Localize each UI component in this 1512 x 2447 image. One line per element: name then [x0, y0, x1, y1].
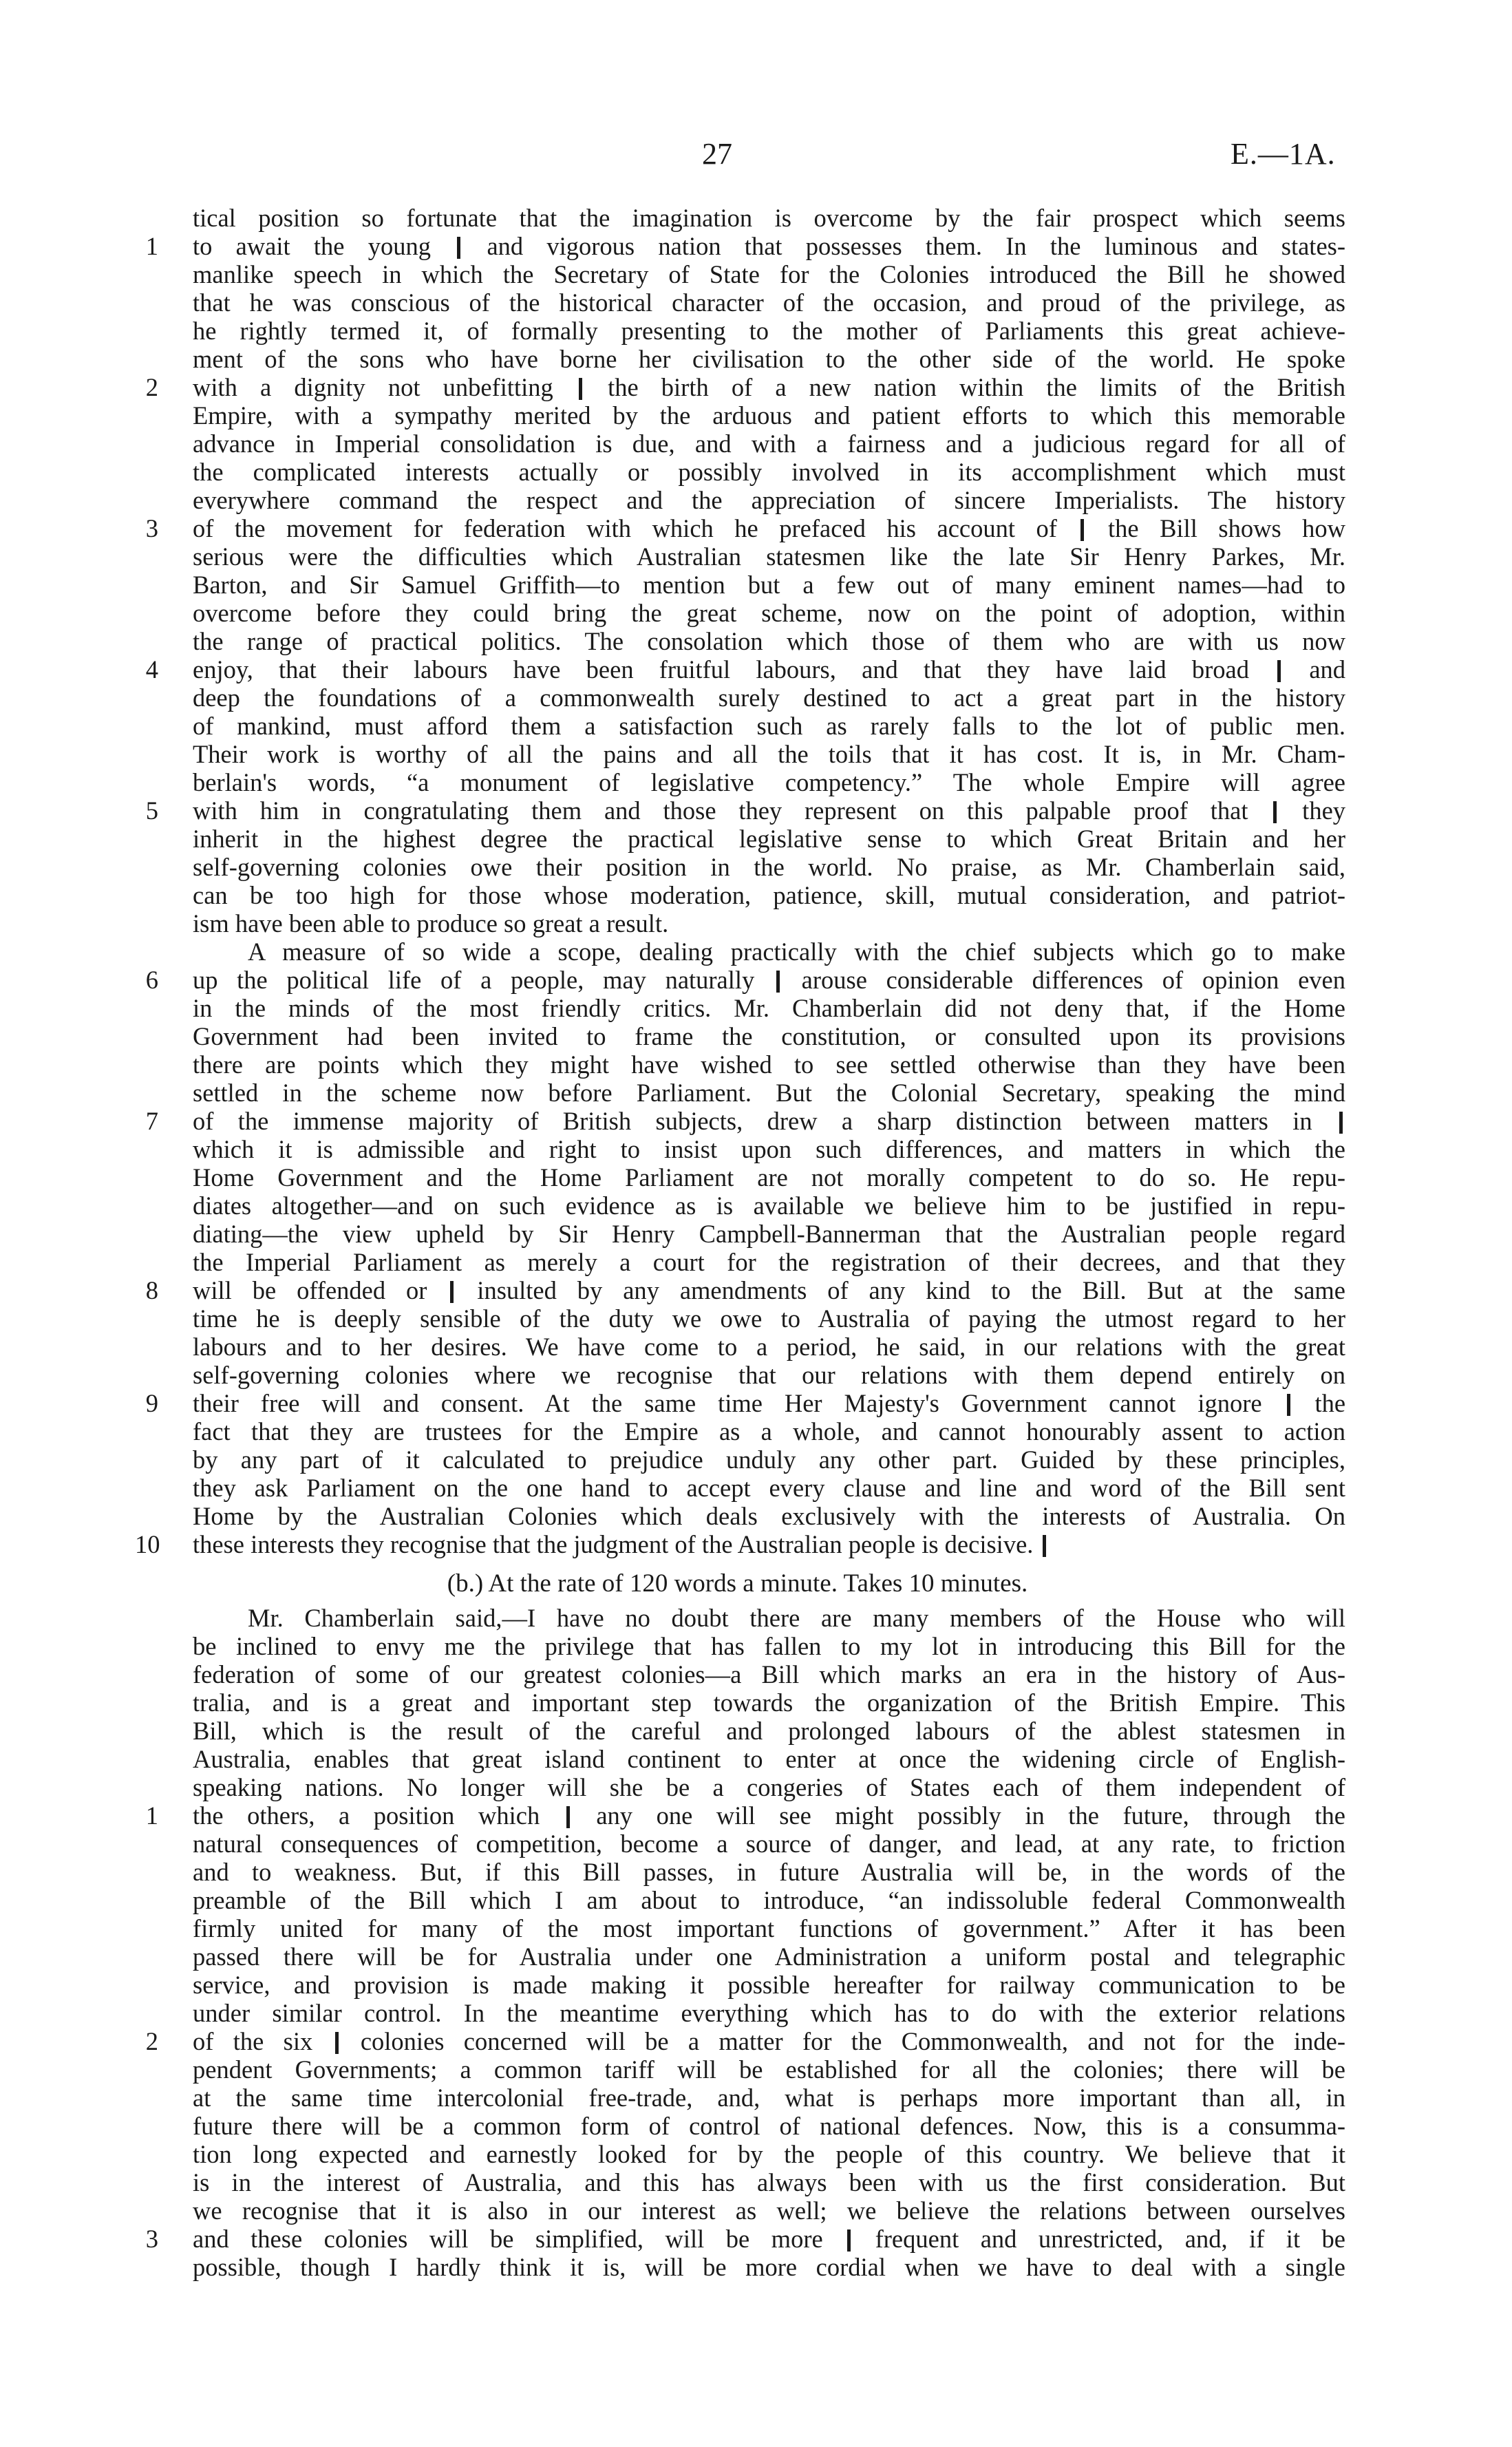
- line-text-part: can be too high for those whose moderation, patience, skill, mutual consideration, and patriot-: [193, 881, 1345, 909]
- text-line: [131, 1830, 1344, 1858]
- line-text-part: ment of the sons who have borne her civilisation to the other side of the world. He spoke: [193, 345, 1345, 373]
- timing-marker: [457, 237, 460, 259]
- text-line: [131, 1858, 1344, 1886]
- text-line: [131, 2027, 1344, 2055]
- line-text: [193, 1858, 1345, 1886]
- line-text: [193, 1474, 1345, 1502]
- line-marker-number: 7: [145, 1107, 158, 1135]
- text-line: [131, 373, 1344, 401]
- line-text: [193, 2253, 1345, 2281]
- line-marker-number: 2: [145, 373, 158, 401]
- line-text-part: self-governing colonies owe their position in the world. No praise, as Mr. Chamberlain said,: [193, 853, 1345, 881]
- text-line: [131, 204, 1344, 232]
- text-line: [131, 825, 1344, 853]
- text-line: [131, 938, 1344, 966]
- timing-marker: [1287, 1394, 1290, 1416]
- text-line: [131, 1773, 1344, 1801]
- text-line: [131, 599, 1344, 627]
- line-text: [193, 1801, 1345, 1830]
- line-text: [193, 1502, 1345, 1530]
- text-line: [131, 1389, 1344, 1417]
- page-number: 27: [702, 137, 732, 171]
- text-line: [131, 458, 1344, 486]
- text-line: [131, 684, 1344, 712]
- text-line: [131, 317, 1344, 345]
- line-text: [193, 458, 1345, 486]
- text-line: [131, 1022, 1344, 1050]
- text-line: [131, 1502, 1344, 1530]
- text-line: [131, 1135, 1344, 1163]
- text-line: [131, 2253, 1344, 2281]
- line-marker-number: 9: [145, 1389, 158, 1417]
- line-text: [193, 1660, 1345, 1688]
- line-text: [193, 740, 1345, 768]
- line-text: [193, 542, 1345, 571]
- line-text: [193, 768, 1345, 796]
- timing-marker: [1273, 801, 1277, 823]
- timing-marker: [1043, 1535, 1046, 1557]
- line-text-part: the birth of a new nation within the limits of the British: [608, 373, 1345, 401]
- timing-marker: [847, 2229, 851, 2252]
- line-marker-number: 10: [135, 1530, 160, 1558]
- line-text-part: preamble of the Bill which I am about to introduce, “an indissoluble federal Commonwealth: [193, 1886, 1345, 1914]
- line-text-part: firmly united for many of the most important functions of government.” After it has been: [193, 1914, 1345, 1942]
- text-line: [131, 1248, 1344, 1276]
- line-text-part: which it is admissible and right to insist upon such differences, and matters in which the: [193, 1135, 1345, 1163]
- line-text-part: of the immense majority of British subjects, drew a sharp distinction between matters in: [193, 1107, 1312, 1135]
- line-text: [193, 712, 1345, 740]
- line-text: [193, 2140, 1345, 2168]
- line-text-part: settled in the scheme now before Parliament. But the Colonial Secretary, speaking the mind: [193, 1079, 1345, 1107]
- line-text: [193, 599, 1345, 627]
- line-text: [193, 825, 1345, 853]
- line-text-part: the complicated interests actually or possibly involved in its accomplishment which must: [193, 458, 1345, 486]
- line-text-part: of mankind, must afford them a satisfaction such as rarely falls to the lot of public men.: [193, 712, 1345, 740]
- line-text-part: labours and to her desires. We have come to a period, he said, in our relations with the great: [193, 1333, 1345, 1361]
- line-text-part: Bill, which is the result of the careful and prolonged labours of the ablest statesmen in: [193, 1717, 1345, 1745]
- text-line: [131, 1801, 1344, 1830]
- line-text-part: the others, a position which: [193, 1801, 540, 1830]
- line-text: [193, 1773, 1345, 1801]
- line-text-part: Barton, and Sir Samuel Griffith—to mention but a few out of many eminent names—had to: [193, 571, 1345, 599]
- text-line: [131, 853, 1344, 881]
- line-marker-number: 1: [145, 232, 158, 260]
- text-line: [131, 1107, 1344, 1135]
- text-line: [131, 2112, 1344, 2140]
- line-text-part: diates altogether—and on such evidence as is available we believe him to be justified in repu-: [193, 1191, 1345, 1220]
- line-text-part: of the six: [193, 2027, 313, 2055]
- text-line: [131, 1191, 1344, 1220]
- line-text-part: self-governing colonies where we recognise that our relations with them depend entirely on: [193, 1361, 1345, 1389]
- text-line: [131, 571, 1344, 599]
- line-text: [193, 627, 1345, 655]
- line-text-part: tical position so fortunate that the imagination is overcome by the fair prospect which seems: [193, 204, 1345, 232]
- line-text: [193, 1050, 1345, 1079]
- line-text-part: natural consequences of competition, become a source of danger, and lead, at any rate, to friction: [193, 1830, 1345, 1858]
- text-line: [131, 796, 1344, 825]
- line-text-part: serious were the difficulties which Australian statesmen like the late Sir Henry Parkes, Mr.: [193, 542, 1345, 571]
- text-line: [131, 1688, 1344, 1717]
- line-text-part: is in the interest of Australia, and this has always been with us the first consideration. But: [193, 2168, 1345, 2196]
- line-text: [248, 1604, 1345, 1632]
- line-text-part: by any part of it calculated to prejudice unduly any other part. Guided by these principles,: [193, 1445, 1345, 1474]
- line-text: [193, 1163, 1345, 1191]
- line-text-part: A measure of so wide a scope, dealing practically with the chief subjects which go to make: [248, 938, 1345, 966]
- line-text-part: will be offended or: [193, 1276, 427, 1304]
- line-text-part: their free will and consent. At the same time Her Majesty's Government cannot ignore: [193, 1389, 1262, 1417]
- line-text: [193, 1079, 1345, 1107]
- line-text-part: in the minds of the most friendly critics. Mr. Chamberlain did not deny that, if the Home: [193, 994, 1345, 1022]
- line-text-part: manlike speech in which the Secretary of State for the Colonies introduced the Bill he showed: [193, 260, 1345, 288]
- text-line: [131, 1445, 1344, 1474]
- text-line: [131, 2196, 1344, 2225]
- line-text-part: be inclined to envy me the privilege that has fallen to my lot in introducing this Bill for the: [193, 1632, 1345, 1660]
- text-line: [131, 966, 1344, 994]
- line-text-part: frequent and unrestricted, and, if it be: [875, 2225, 1345, 2253]
- line-text-part: to await the young: [193, 232, 431, 260]
- text-line: [131, 994, 1344, 1022]
- line-text: [193, 655, 1345, 684]
- text-line: [131, 1417, 1344, 1445]
- line-text: [193, 1688, 1345, 1717]
- line-text-part: that he was conscious of the historical character of the occasion, and proud of the privilege, as: [193, 288, 1345, 317]
- line-text: [193, 1530, 1345, 1558]
- text-line: [131, 2168, 1344, 2196]
- timing-marker: [776, 971, 780, 993]
- line-text-part: they: [1302, 796, 1346, 825]
- line-text: [193, 430, 1345, 458]
- text-line: [131, 401, 1344, 430]
- line-text-part: the: [1314, 1389, 1346, 1417]
- text-line: [131, 1999, 1344, 2027]
- line-text-part: berlain's words, “a monument of legislative competency.” The whole Empire will agree: [193, 768, 1345, 796]
- line-text: [193, 1389, 1345, 1417]
- line-text-part: enjoy, that their labours have been fruitful labours, and that they have laid broad: [193, 655, 1249, 684]
- text-line: [131, 345, 1344, 373]
- text-line: [131, 1333, 1344, 1361]
- line-text-part: service, and provision is made making it possible hereafter for railway communication to be: [193, 1971, 1345, 1999]
- text-line: [131, 1717, 1344, 1745]
- line-text-part: everywhere command the respect and the appreciation of sincere Imperialists. The history: [193, 486, 1345, 514]
- line-text-part: ism have been able to produce so great a result.: [193, 909, 669, 938]
- line-text-part: insulted by any amendments of any kind to the Bill. But at the same: [477, 1276, 1346, 1304]
- line-text: [193, 1220, 1345, 1248]
- line-text-part: and: [1309, 655, 1346, 684]
- line-text-part: pendent Governments; a common tariff will be established for all the colonies; there will be: [193, 2055, 1345, 2084]
- line-text-part: overcome before they could bring the great scheme, now on the point of adoption, within: [193, 599, 1345, 627]
- text-line: [131, 2140, 1344, 2168]
- line-text: [193, 1276, 1345, 1304]
- line-text-part: Mr. Chamberlain said,—I have no doubt there are many members of the House who will: [248, 1604, 1345, 1632]
- subheading-b: (b.) At the rate of 120 words a minute. Takes 10 minutes.: [447, 1569, 1028, 1598]
- line-text-part: tion long expected and earnestly looked for by the people of this country. We believe that it: [193, 2140, 1345, 2168]
- line-text: [193, 1632, 1345, 1660]
- text-line: [131, 430, 1344, 458]
- line-marker-number: 3: [145, 2225, 158, 2253]
- text-line: [131, 1361, 1344, 1389]
- text-line: [131, 1304, 1344, 1333]
- line-text: [193, 853, 1345, 881]
- timing-marker: [1080, 519, 1084, 541]
- text-line: [131, 909, 1344, 938]
- line-marker-number: 3: [145, 514, 158, 542]
- line-text-part: possible, though I hardly think it is, will be more cordial when we have to deal with a single: [193, 2253, 1345, 2281]
- line-text-part: Empire, with a sympathy merited by the arduous and patient efforts to which this memorable: [193, 401, 1345, 430]
- line-text: [193, 1107, 1345, 1135]
- line-text-part: deep the foundations of a commonwealth surely destined to act a great part in the history: [193, 684, 1345, 712]
- text-line: [131, 1079, 1344, 1107]
- line-text-part: colonies concerned will be a matter for the Commonwealth, and not for the inde-: [360, 2027, 1346, 2055]
- timing-marker: [1339, 1112, 1343, 1134]
- line-text-part: speaking nations. No longer will she be a congeries of States each of them independent of: [193, 1773, 1345, 1801]
- line-text: [193, 1830, 1345, 1858]
- text-line: [131, 514, 1344, 542]
- line-text: [193, 1022, 1345, 1050]
- text-line: [131, 1474, 1344, 1502]
- timing-marker: [566, 1806, 570, 1828]
- line-text-part: with him in congratulating them and those they represent on this palpable proof that: [193, 796, 1248, 825]
- line-text: [193, 2055, 1345, 2084]
- document-reference: E.—1A.: [1231, 137, 1336, 171]
- line-text-part: of the movement for federation with which he prefaced his account of: [193, 514, 1057, 542]
- line-text: [193, 1886, 1345, 1914]
- line-text-part: we recognise that it is also in our interest as well; we believe the relations between ourselves: [193, 2196, 1345, 2225]
- line-text-part: the Imperial Parliament as merely a court for the registration of their decrees, and that they: [193, 1248, 1345, 1276]
- line-text-part: and vigorous nation that possesses them. In the luminous and states-: [487, 232, 1346, 260]
- line-marker-number: 8: [145, 1276, 158, 1304]
- text-line: [131, 655, 1344, 684]
- line-text-part: and these colonies will be simplified, will be more: [193, 2225, 823, 2253]
- line-text-part: he rightly termed it, of formally presenting to the mother of Parliaments this great achieve-: [193, 317, 1345, 345]
- line-text-part: time he is deeply sensible of the duty we owe to Australia of paying the utmost regard to her: [193, 1304, 1345, 1333]
- line-marker-number: 6: [145, 966, 158, 994]
- text-line: [131, 2084, 1344, 2112]
- line-text-part: diating—the view upheld by Sir Henry Campbell-Bannerman that the Australian people regard: [193, 1220, 1345, 1248]
- line-text-part: advance in Imperial consolidation is due, and with a fairness and a judicious regard for all of: [193, 430, 1345, 458]
- passage-a: [131, 204, 1344, 1558]
- timing-marker: [450, 1281, 454, 1303]
- line-text: [193, 571, 1345, 599]
- text-line: [131, 627, 1344, 655]
- line-marker-number: 4: [145, 655, 158, 684]
- line-text-part: the Bill shows how: [1107, 514, 1346, 542]
- line-text-part: and to weakness. But, if this Bill passes, in future Australia will be, in the words of the: [193, 1858, 1345, 1886]
- line-text-part: there are points which they might have wished to see settled otherwise than they have been: [193, 1050, 1345, 1079]
- line-text-part: with a dignity not unbefitting: [193, 373, 553, 401]
- line-text: [193, 204, 1345, 232]
- line-text-part: these interests they recognise that the judgment of the Australian people is decisive.: [193, 1530, 1034, 1558]
- text-line: [131, 542, 1344, 571]
- line-marker-number: 5: [145, 796, 158, 825]
- line-text-part: at the same time intercolonial free-trade, and, what is perhaps more important than all, in: [193, 2084, 1345, 2112]
- line-text-part: Australia, enables that great island continent to enter at once the widening circle of English-: [193, 1745, 1345, 1773]
- line-text: [193, 994, 1345, 1022]
- line-text: [193, 1971, 1345, 1999]
- line-text-part: Home by the Australian Colonies which deals exclusively with the interests of Australia. On: [193, 1502, 1345, 1530]
- line-text: [193, 2196, 1345, 2225]
- text-line: [131, 1632, 1344, 1660]
- line-text: [193, 684, 1345, 712]
- passage-b: [131, 1604, 1344, 2281]
- line-text: [193, 2112, 1345, 2140]
- text-line: [131, 1942, 1344, 1971]
- line-text-part: tralia, and is a great and important step towards the organization of the British Empire. This: [193, 1688, 1345, 1717]
- line-text: [193, 1914, 1345, 1942]
- text-line: [131, 1971, 1344, 1999]
- line-text: [193, 514, 1345, 542]
- text-line: [131, 1914, 1344, 1942]
- line-text: [193, 881, 1345, 909]
- line-text: [193, 486, 1345, 514]
- line-text: [193, 1445, 1345, 1474]
- line-text: [193, 1717, 1345, 1745]
- line-text-part: up the political life of a people, may naturally: [193, 966, 755, 994]
- line-text: [193, 288, 1345, 317]
- text-line: [131, 1220, 1344, 1248]
- timing-marker: [579, 378, 582, 400]
- text-line: [131, 1886, 1344, 1914]
- text-line: [131, 1745, 1344, 1773]
- line-text: [193, 1333, 1345, 1361]
- line-text: [193, 401, 1345, 430]
- line-text: [193, 1745, 1345, 1773]
- line-text: [193, 373, 1345, 401]
- line-text-part: any one will see might possibly in the future, through the: [596, 1801, 1345, 1830]
- line-text: [193, 260, 1345, 288]
- line-text-part: federation of some of our greatest colonies—a Bill which marks an era in the history of Aus-: [193, 1660, 1345, 1688]
- line-text-part: passed there will be for Australia under one Administration a uniform postal and telegraphic: [193, 1942, 1345, 1971]
- line-text: [193, 1999, 1345, 2027]
- line-text-part: they ask Parliament on the one hand to accept every clause and line and word of the Bill sent: [193, 1474, 1345, 1502]
- line-text: [193, 1417, 1345, 1445]
- line-text-part: inherit in the highest degree the practical legislative sense to which Great Britain and her: [193, 825, 1345, 853]
- line-text-part: the range of practical politics. The consolation which those of them who are with us now: [193, 627, 1345, 655]
- text-line: [131, 2225, 1344, 2253]
- text-line: [131, 881, 1344, 909]
- text-line: [131, 486, 1344, 514]
- text-line: [131, 1530, 1344, 1558]
- line-text-part: future there will be a common form of control of national defences. Now, this is a consumma-: [193, 2112, 1345, 2140]
- text-line: [131, 288, 1344, 317]
- line-text: [248, 938, 1345, 966]
- text-line: [131, 2055, 1344, 2084]
- line-marker-number: 1: [145, 1801, 158, 1830]
- line-text: [193, 2084, 1345, 2112]
- line-text-part: Their work is worthy of all the pains and all the toils that it has cost. It is, in Mr. Cham-: [193, 740, 1345, 768]
- text-line: [131, 1276, 1344, 1304]
- line-text: [193, 1135, 1345, 1163]
- line-text-part: Home Government and the Home Parliament are not morally competent to do so. He repu-: [193, 1163, 1345, 1191]
- line-text: [193, 796, 1345, 825]
- timing-marker: [335, 2032, 339, 2054]
- line-text: [193, 1191, 1345, 1220]
- line-text: [193, 966, 1345, 994]
- line-text-part: Government had been invited to frame the constitution, or consulted upon its provisions: [193, 1022, 1345, 1050]
- text-line: [131, 232, 1344, 260]
- line-text-part: under similar control. In the meantime everything which has to do with the exterior relations: [193, 1999, 1345, 2027]
- text-line: [131, 260, 1344, 288]
- text-line: [131, 1163, 1344, 1191]
- line-text: [193, 2168, 1345, 2196]
- text-line: [131, 1660, 1344, 1688]
- text-line: [131, 712, 1344, 740]
- timing-marker: [1277, 660, 1281, 682]
- line-text: [193, 1248, 1345, 1276]
- line-text: [193, 2027, 1345, 2055]
- line-text: [193, 2225, 1345, 2253]
- line-text: [193, 1361, 1345, 1389]
- line-text-part: fact that they are trustees for the Empire as a whole, and cannot honourably assent to action: [193, 1417, 1345, 1445]
- line-text: [193, 232, 1345, 260]
- line-text: [193, 1942, 1345, 1971]
- line-marker-number: 2: [145, 2027, 158, 2055]
- text-line: [131, 768, 1344, 796]
- text-line: [131, 1604, 1344, 1632]
- line-text: [193, 317, 1345, 345]
- line-text: [193, 345, 1345, 373]
- line-text: [193, 909, 1345, 938]
- line-text-part: arouse considerable differences of opinion even: [801, 966, 1345, 994]
- text-line: [131, 740, 1344, 768]
- text-line: [131, 1050, 1344, 1079]
- line-text: [193, 1304, 1345, 1333]
